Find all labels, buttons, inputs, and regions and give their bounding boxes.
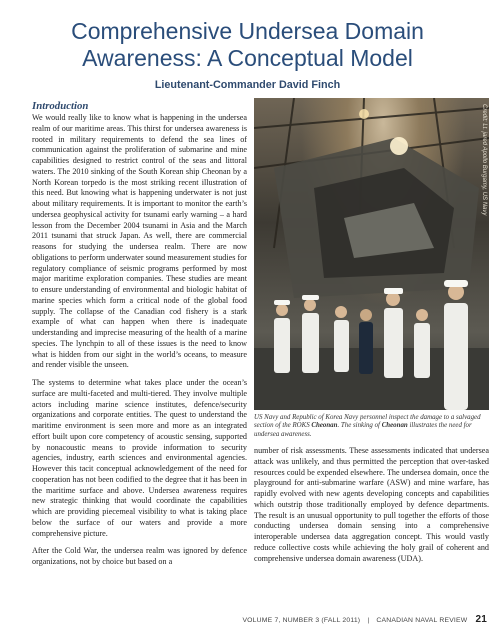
caption-part-3: illustrates the need for undersea awareness. bbox=[254, 422, 472, 438]
article-title bbox=[0, 18, 495, 72]
paragraph-right-1: number of risk assessments. These assessments indicated that undersea attack was unlikely, and thus permitted the perception that over-tasked resources could be expended elsewhere. The undersea domain, once the playground for anti-submarine warfare (ASW) and mine warfare, has rapidly evolved with new agents developing concepts and capabilities which outstrip those traditionally employed by defence departments. The result is an unusual opportunity to pull together the efforts of those conducting undersea domain sensing into a comprehensive interoperable undersea data aggregation concept. This would vastly reduce collective costs while achieving the holy grail of coherent and comprehensive undersea domain awareness (UDA). bbox=[254, 446, 489, 563]
page-number: 21 bbox=[475, 614, 487, 625]
photo-caption bbox=[254, 414, 489, 439]
caption-ship-name: Cheonan bbox=[311, 422, 338, 430]
author-byline: Lieutenant-Commander David Finch bbox=[154, 79, 341, 91]
footer-separator: | bbox=[367, 617, 370, 624]
title-line-1: Comprehensive Undersea Domain bbox=[71, 18, 424, 44]
footer-journal: CANADIAN NAVAL REVIEW bbox=[376, 617, 468, 624]
footer-issue: VOLUME 7, NUMBER 3 (FALL 2011) bbox=[242, 617, 361, 624]
photo-illustration bbox=[254, 98, 489, 410]
paragraph-intro-2: The systems to determine what takes place under the ocean’s surface are multi-faceted and multi-tiered. They involve multiple actors including marine science institutes, defence/security organizations and corporate entities. The quest to understand the maritime environment is seen more and more as an integrated effort built upon core competency of acoustic sensing, supported by nonacoustic means to provide information to security agencies, industry, earth sciences and environmental agencies. However this tacit conceptual acknowledgement of the need for cooperation has not been codified to the degree that it has been in the maritime surface and above. Undersea awareness requires new strategic thinking that would coordinate the capabilities which are providing piecemeal visibility to what is taking place below the surface of our waters and provide a more comprehensive picture. bbox=[32, 378, 247, 538]
article-photo bbox=[254, 98, 489, 410]
paragraph-intro-3: After the Cold War, the undersea realm was ignored by defence organizations, not by choice but based on a bbox=[32, 546, 247, 566]
section-heading: Introduction bbox=[32, 100, 89, 112]
photo-credit: Credit: Lt. jared Apollo Burgamy, US Navy bbox=[481, 104, 487, 216]
caption-part-2: . The sinking of bbox=[337, 422, 382, 430]
page-footer bbox=[242, 614, 487, 625]
caption-ship-name-2: Cheonan bbox=[381, 422, 408, 430]
title-line-2: Awareness: A Conceptual Model bbox=[82, 45, 413, 71]
left-column bbox=[32, 100, 247, 568]
caption-part-1: US Navy and Republic of Korea Navy personnel inspect the damage to a salvaged section of the ROKS bbox=[254, 414, 481, 430]
paragraph-intro-1: We would really like to know what is happening in the undersea realm of our maritime areas. This thirst for undersea awareness is rooted in military requirements to defend the sea lines of communication against the proliferation of submarine and mine capabilities designed to restrict control of the seas and littoral waters. The 2010 sinking of the South Korean ship Cheonan by a North Korean torpedo is the most striking recent illustration of this need. But knowing what is happening underwater is not just about military requirements. It is important to monitor the earth’s undersea geophysical activity for tsunami early warning – a hard lesson from the December 2004 tsunami in Asia and the March 2011 tsunami that struck Japan. As well, there are commercial reasons for studying the undersea realm. There are now obligations to perform underwater sound measurement studies for regulatory compliance of seismic programs performed by most major maritime exploration companies. These studies are meant to ensure understanding of environmental and biologic habitat of marine species which form a critical node of the global food supply. The collapse of the Canadian cod fishery is a stark example of what can happen when there is inadequate understanding and imprecise measuring of the health of a marine species. The lynchpin to all of these issues is the need to know what is hidden from our sight in the world’s oceans, to measure and render visible the unseen. bbox=[32, 113, 247, 370]
right-column bbox=[254, 446, 489, 564]
